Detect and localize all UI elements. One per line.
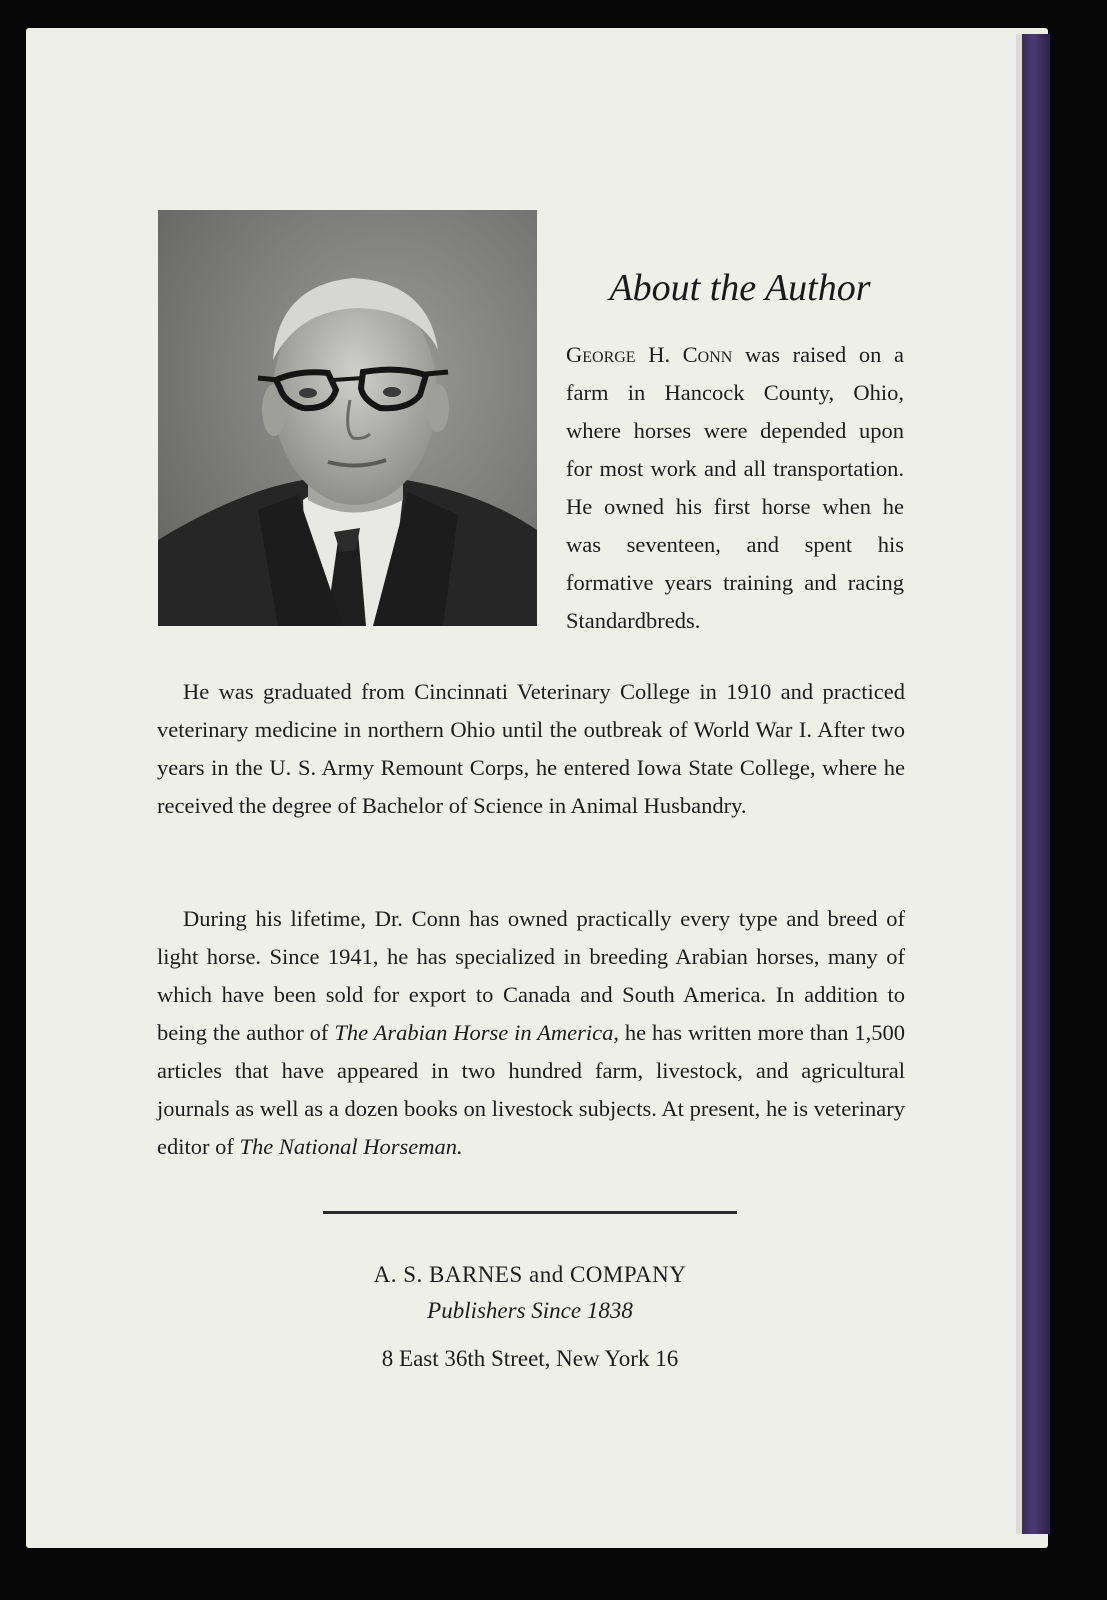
- career-text-1: During his lifetime, Dr. Conn has owned practically every type and breed of light horse. Since 1941, he has specialized in breeding Arabian horses, many of which have been sold for export to Canada and South America. In addition to being the author of: [157, 906, 905, 1045]
- publisher-name: A. S. BARNES and COMPANY: [373, 1262, 687, 1287]
- spine-edge: [1022, 34, 1050, 1534]
- divider-rule: [323, 1211, 737, 1214]
- author-intro-text: was raised on a farm in Hancock County, Ohio, where horses were depended upon for most work and all transportation. He owned his first horse when he was seventeen, and spent his formative years training and racing Standardbreds.: [566, 342, 905, 633]
- author-portrait-image: [158, 210, 537, 626]
- section-heading: About the Author: [609, 267, 871, 309]
- author-name: George H. Conn: [566, 342, 733, 367]
- author-portrait: [158, 210, 537, 626]
- publisher-address: 8 East 36th Street, New York 16: [381, 1346, 679, 1371]
- author-intro-paragraph: [566, 336, 904, 640]
- career-text-2: he has written more than 1,500 articles that have appeared in two hundred farm, livestock, and agricultural journals as well as a dozen books on livestock subjects. At present, he is veterinary editor of: [157, 1020, 905, 1159]
- publisher-since: Publishers Since 1838: [427, 1298, 633, 1323]
- magazine-title: The National Horseman.: [239, 1134, 463, 1159]
- education-paragraph: He was graduated from Cincinnati Veterinary College in 1910 and practiced veterinary medicine in northern Ohio until the outbreak of World War I. After two years in the U. S. Army Remount Corps, he entered Iowa State College, where he received the degree of Bachelor of Science in Animal Husbandry.: [157, 679, 905, 818]
- career-paragraph: [157, 900, 905, 1166]
- book-title: The Arabian Horse in America,: [334, 1020, 619, 1045]
